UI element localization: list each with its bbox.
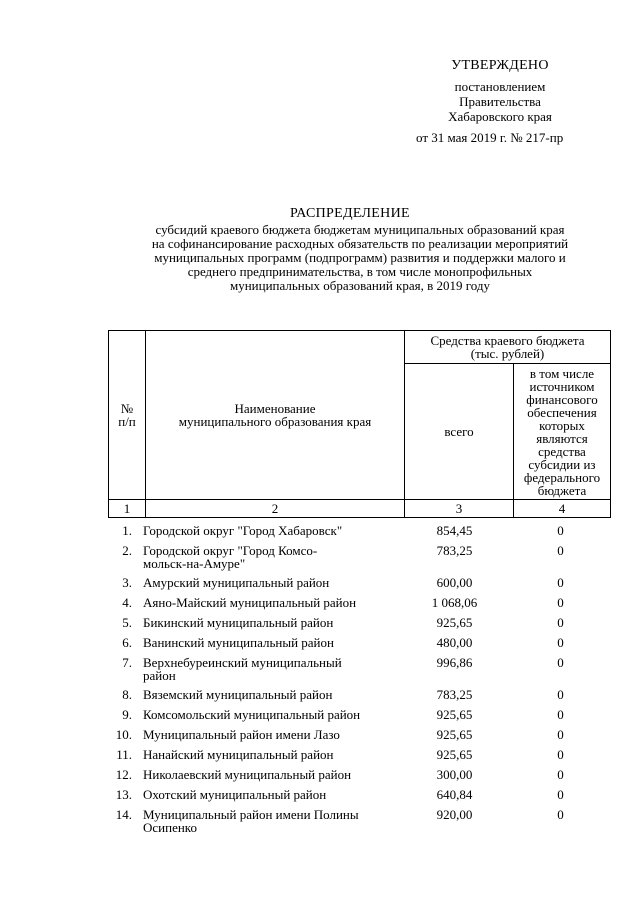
row-federal: 0 bbox=[557, 687, 564, 702]
row-number: 13. bbox=[115, 787, 132, 802]
row-name bbox=[138, 524, 398, 537]
table-row bbox=[108, 616, 610, 629]
row-name-line: Муниципальный район имени Полины bbox=[143, 807, 359, 822]
row-federal: 0 bbox=[557, 655, 564, 670]
row-federal: 0 bbox=[557, 595, 564, 610]
column-number: 2 bbox=[146, 500, 405, 518]
subtitle-line: муниципальных программ (подпрограмм) развития и поддержки малого и bbox=[154, 250, 566, 265]
row-number: 9. bbox=[122, 707, 132, 722]
row-name-line: Муниципальный район имени Лазо bbox=[143, 727, 340, 742]
subtitle-line: среднего предпринимательства, в том числе монопрофильных bbox=[187, 264, 533, 279]
table-row bbox=[108, 708, 610, 721]
row-federal: 0 bbox=[557, 543, 564, 558]
table-row bbox=[108, 788, 610, 801]
row-number: 11. bbox=[116, 747, 132, 762]
row-name-line: район bbox=[143, 668, 176, 683]
table-header bbox=[108, 330, 611, 518]
row-federal: 0 bbox=[557, 615, 564, 630]
row-federal: 0 bbox=[557, 807, 564, 822]
approval-line: Правительства bbox=[459, 94, 541, 109]
header-funds: Средства краевого бюджета (тыс. рублей) bbox=[405, 331, 611, 364]
approval-title: УТВЕРЖДЕНО bbox=[451, 58, 549, 73]
row-number: 10. bbox=[115, 727, 132, 742]
column-number: 4 bbox=[514, 500, 611, 518]
table-row bbox=[108, 524, 610, 537]
row-name bbox=[138, 576, 398, 589]
document-title: РАСПРЕДЕЛЕНИЕ bbox=[290, 206, 410, 221]
subtitle-line: субсидий краевого бюджета бюджетам муниципальных образований края bbox=[155, 222, 565, 237]
row-name bbox=[138, 788, 398, 801]
table-body bbox=[108, 524, 610, 840]
table-row bbox=[108, 728, 610, 741]
row-number: 4. bbox=[122, 595, 132, 610]
row-federal: 0 bbox=[557, 523, 564, 538]
table-row bbox=[108, 688, 610, 701]
row-name-line: Верхнебуреинский муниципальный bbox=[143, 655, 342, 670]
row-name-line: Ванинский муниципальный район bbox=[143, 635, 334, 650]
row-name bbox=[138, 596, 398, 609]
row-name-line: Николаевский муниципальный район bbox=[143, 767, 352, 782]
row-name bbox=[138, 656, 398, 682]
row-name bbox=[138, 544, 398, 570]
column-number: 3 bbox=[405, 500, 514, 518]
table-row bbox=[108, 656, 610, 682]
subtitle-line: муниципальных образований края, в 2019 году bbox=[229, 278, 490, 293]
row-number: 2. bbox=[122, 543, 132, 558]
table-row bbox=[108, 596, 610, 609]
table-row bbox=[108, 748, 610, 761]
row-total: 925,65 bbox=[436, 707, 473, 722]
approval-line: постановлением bbox=[454, 79, 546, 94]
row-name-line: Комсомольский муниципальный район bbox=[143, 707, 361, 722]
row-total: 996,86 bbox=[436, 655, 473, 670]
approval-line: Хабаровского края bbox=[448, 109, 552, 124]
table-row bbox=[108, 576, 610, 589]
row-number: 5. bbox=[122, 615, 132, 630]
row-name bbox=[138, 688, 398, 701]
row-name-line: Городской округ "Город Комсо- bbox=[143, 543, 318, 558]
row-number: 8. bbox=[122, 687, 132, 702]
approval-stamp bbox=[400, 58, 600, 145]
row-total: 925,65 bbox=[436, 615, 473, 630]
table-row bbox=[108, 768, 610, 781]
row-number: 6. bbox=[122, 635, 132, 650]
row-name-line: мольск-на-Амуре" bbox=[143, 556, 246, 571]
row-federal: 0 bbox=[557, 787, 564, 802]
row-name bbox=[138, 636, 398, 649]
row-name bbox=[138, 808, 398, 834]
row-total: 920,00 bbox=[436, 807, 473, 822]
row-total: 480,00 bbox=[436, 635, 473, 650]
table-row bbox=[108, 544, 610, 570]
approval-date: от 31 мая 2019 г. № 217-пр bbox=[416, 130, 564, 145]
row-name bbox=[138, 616, 398, 629]
row-name-line: Нанайский муниципальный район bbox=[143, 747, 334, 762]
row-total: 783,25 bbox=[436, 687, 473, 702]
row-name bbox=[138, 748, 398, 761]
row-name-line: Аяно-Майский муниципальный район bbox=[143, 595, 357, 610]
row-total: 854,45 bbox=[436, 523, 473, 538]
row-federal: 0 bbox=[557, 575, 564, 590]
row-name-line: Вяземский муниципальный район bbox=[143, 687, 333, 702]
row-name bbox=[138, 708, 398, 721]
row-number: 14. bbox=[115, 807, 132, 822]
row-total: 300,00 bbox=[436, 767, 473, 782]
header-total: всего bbox=[405, 364, 514, 500]
row-federal: 0 bbox=[557, 707, 564, 722]
document-subtitle bbox=[105, 223, 615, 293]
row-total: 925,65 bbox=[436, 727, 473, 742]
row-federal: 0 bbox=[557, 727, 564, 742]
row-total: 1 068,06 bbox=[431, 595, 478, 610]
table-row bbox=[108, 636, 610, 649]
column-number: 1 bbox=[109, 500, 146, 518]
row-name-line: Бикинский муниципальный район bbox=[143, 615, 334, 630]
row-number: 1. bbox=[122, 523, 132, 538]
row-federal: 0 bbox=[557, 635, 564, 650]
row-name-line: Охотский муниципальный район bbox=[143, 787, 327, 802]
row-name bbox=[138, 768, 398, 781]
row-total: 600,00 bbox=[436, 575, 473, 590]
header-name: Наименование муниципального образования края bbox=[146, 331, 405, 500]
row-name-line: Городской округ "Город Хабаровск" bbox=[143, 523, 343, 538]
table-row bbox=[108, 808, 610, 834]
row-name bbox=[138, 728, 398, 741]
row-total: 783,25 bbox=[436, 543, 473, 558]
header-federal: в том числе источником финансового обеспечения которых являются средства субсидии из федерального бюджета bbox=[514, 364, 611, 500]
header-num: № п/п bbox=[109, 331, 146, 500]
row-total: 925,65 bbox=[436, 747, 473, 762]
row-number: 7. bbox=[122, 655, 132, 670]
row-number: 3. bbox=[122, 575, 132, 590]
row-name-line: Амурский муниципальный район bbox=[143, 575, 330, 590]
row-name-line: Осипенко bbox=[143, 820, 197, 835]
subtitle-line: на софинансирование расходных обязательств по реализации мероприятий bbox=[151, 236, 569, 251]
row-federal: 0 bbox=[557, 767, 564, 782]
row-total: 640,84 bbox=[436, 787, 473, 802]
row-federal: 0 bbox=[557, 747, 564, 762]
row-number: 12. bbox=[115, 767, 132, 782]
